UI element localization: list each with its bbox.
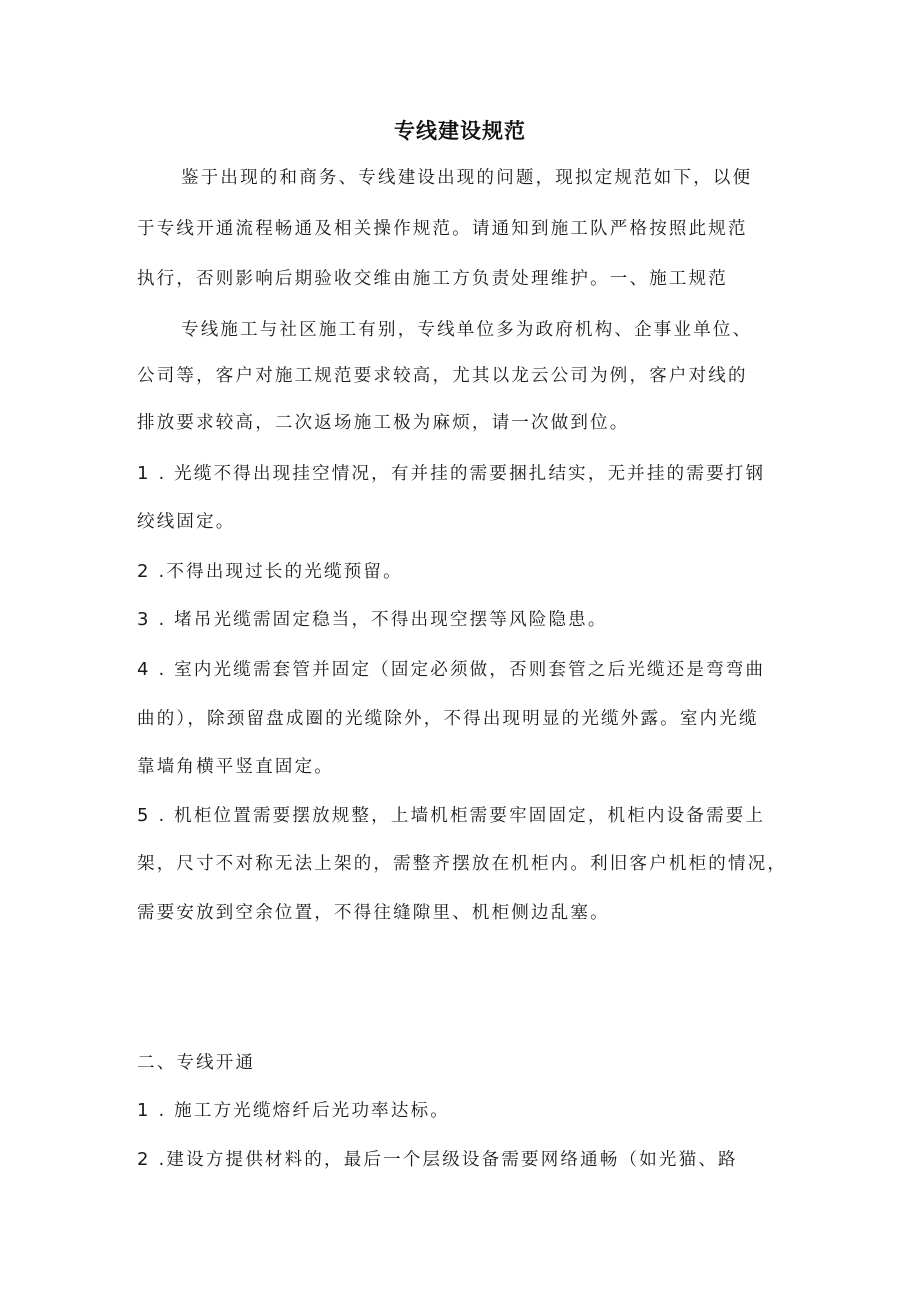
item-number: 1	[137, 463, 151, 484]
item-text: .建设方提供材料的，最后一个层级设备需要网络通畅（如光猫、路	[158, 1150, 738, 1170]
item-number: 1	[137, 1100, 151, 1121]
item-continuation: 架，尺寸不对称无法上架的，需整齐摆放在机柜内。利旧客户机柜的情况，	[137, 854, 788, 874]
item-text: . 机柜位置需要摆放规整，上墙机柜需要牢固固定，机柜内设备需要上	[158, 806, 766, 826]
para2-line-1: 专线施工与社区施工有别，专线单位多为政府机构、企事业单位、	[181, 320, 753, 340]
page-title: 专线建设规范	[394, 119, 526, 143]
intro-line-2: 于专线开通流程畅通及相关操作规范。请通知到施工队严格按照此规范	[137, 219, 748, 239]
list-item	[137, 1098, 787, 1124]
item-text: .不得出现过长的光缆预留。	[158, 562, 403, 582]
item-continuation: 曲的），除颈留盘成圈的光缆除外，不得出现明显的光缆外露。室内光缆	[137, 709, 759, 729]
item-number: 3	[137, 609, 151, 630]
item-continuation: 靠墙角横平竖直固定。	[137, 757, 334, 777]
item-number: 5	[137, 805, 151, 826]
item-number: 2	[137, 1149, 151, 1170]
intro-line-3: 执行，否则影响后期验收交维由施工方负责处理维护。一、施工规范	[137, 269, 728, 289]
item-text: . 堵吊光缆需固定稳当，不得出现空摆等风险隐患。	[158, 610, 608, 630]
list-item	[137, 803, 787, 829]
item-text: . 光缆不得出现挂空情况，有并挂的需要捆扎结实，无并挂的需要打钢	[158, 464, 766, 484]
list-item	[137, 607, 787, 633]
item-number: 4	[137, 659, 151, 680]
item-text: . 室内光缆需套管并固定（固定必须做，否则套管之后光缆还是弯弯曲	[158, 660, 766, 680]
list-item	[137, 461, 787, 487]
item-continuation: 需要安放到空余位置，不得往缝隙里、机柜侧边乱塞。	[137, 903, 610, 923]
para2-line-3: 排放要求较高，二次返场施工极为麻烦，请一次做到位。	[137, 413, 630, 433]
para2-line-2: 公司等，客户对施工规范要求较高，尤其以龙云公司为例，客户对线的	[137, 366, 748, 386]
list-item	[137, 559, 787, 585]
list-item	[137, 1147, 787, 1173]
item-continuation: 绞线固定。	[137, 512, 236, 532]
item-number: 2	[137, 561, 151, 582]
list-item	[137, 657, 787, 683]
intro-line-1: 鉴于出现的和商务、专线建设出现的问题，现拟定规范如下，以便	[181, 168, 753, 188]
section-heading: 二、专线开通	[137, 1053, 256, 1073]
item-text: . 施工方光缆熔纤后光功率达标。	[158, 1101, 450, 1121]
